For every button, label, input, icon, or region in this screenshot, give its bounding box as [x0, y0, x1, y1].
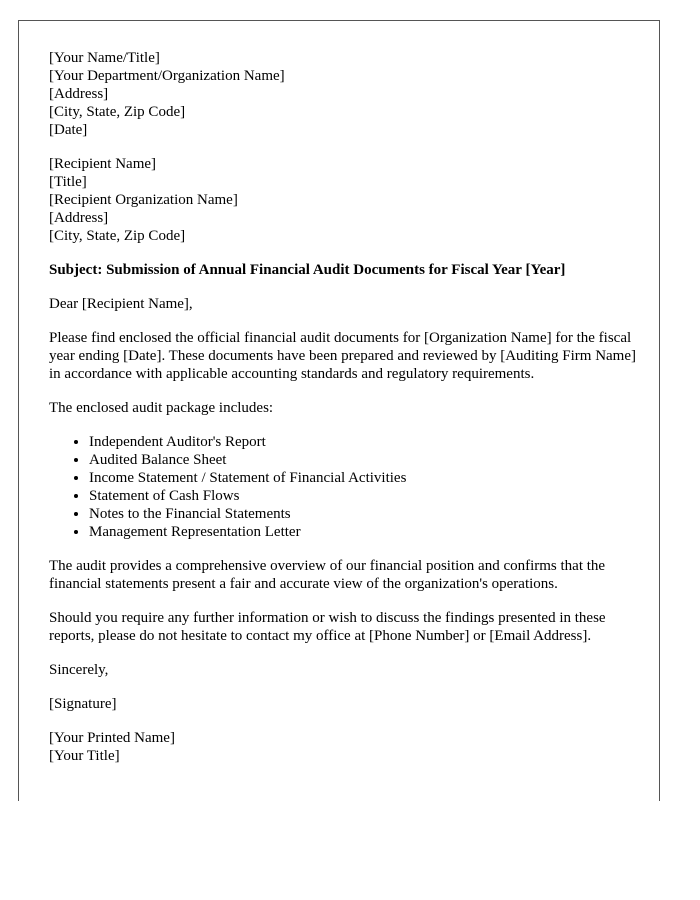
sender-city-state-zip: [City, State, Zip Code] [49, 104, 186, 120]
recipient-name: [Recipient Name] [49, 156, 157, 172]
list-item: • Statement of Cash Flows [89, 487, 639, 505]
sender-date: [Date] [49, 122, 88, 138]
sender-name-title: [Your Name/Title] [49, 50, 160, 66]
list-item: • Notes to the Financial Statements [89, 505, 639, 523]
body-paragraph-1: Please find enclosed the official financial audit documents for [Organization Name] for the fiscal year ending [Date]. These documents have been prepared and reviewed by [Auditing Firm Name] in accordance with applicable accounting standards and regulatory requirements. [49, 330, 637, 382]
salutation: Dear [Recipient Name], [49, 296, 193, 312]
recipient-block [49, 155, 639, 245]
body-paragraph-3: The audit provides a comprehensive overview of our financial position and confirms that the financial statements present a fair and accurate view of the organization's operations. [49, 558, 606, 592]
body-paragraph-4: Should you require any further information or wish to discuss the findings presented in these reports, please do not hesitate to contact my office at [Phone Number] or [Email Address]. [49, 610, 606, 644]
sender-address: [Address] [49, 86, 109, 102]
list-item: • Independent Auditor's Report [89, 433, 639, 451]
sender-block [49, 49, 639, 139]
recipient-address: [Address] [49, 210, 109, 226]
signature: [Signature] [49, 696, 117, 712]
list-item: • Income Statement / Statement of Financial Activities [89, 469, 639, 487]
subject-line: Subject: Submission of Annual Financial Audit Documents for Fiscal Year [Year] [49, 262, 566, 278]
recipient-title: [Title] [49, 174, 87, 190]
closing: Sincerely, [49, 662, 109, 678]
recipient-city-state-zip: [City, State, Zip Code] [49, 228, 186, 244]
sender-department: [Your Department/Organization Name] [49, 68, 285, 84]
body-paragraph-2: The enclosed audit package includes: [49, 400, 274, 416]
list-item: • Management Representation Letter [89, 523, 639, 541]
letter-content [49, 49, 639, 765]
recipient-organization: [Recipient Organization Name] [49, 192, 238, 208]
list-item: • Audited Balance Sheet [89, 451, 639, 469]
letter-page [18, 20, 660, 801]
printed-title: [Your Title] [49, 748, 120, 764]
printed-name: [Your Printed Name] [49, 730, 175, 746]
package-item-list [49, 433, 639, 541]
signoff-block [49, 729, 639, 765]
